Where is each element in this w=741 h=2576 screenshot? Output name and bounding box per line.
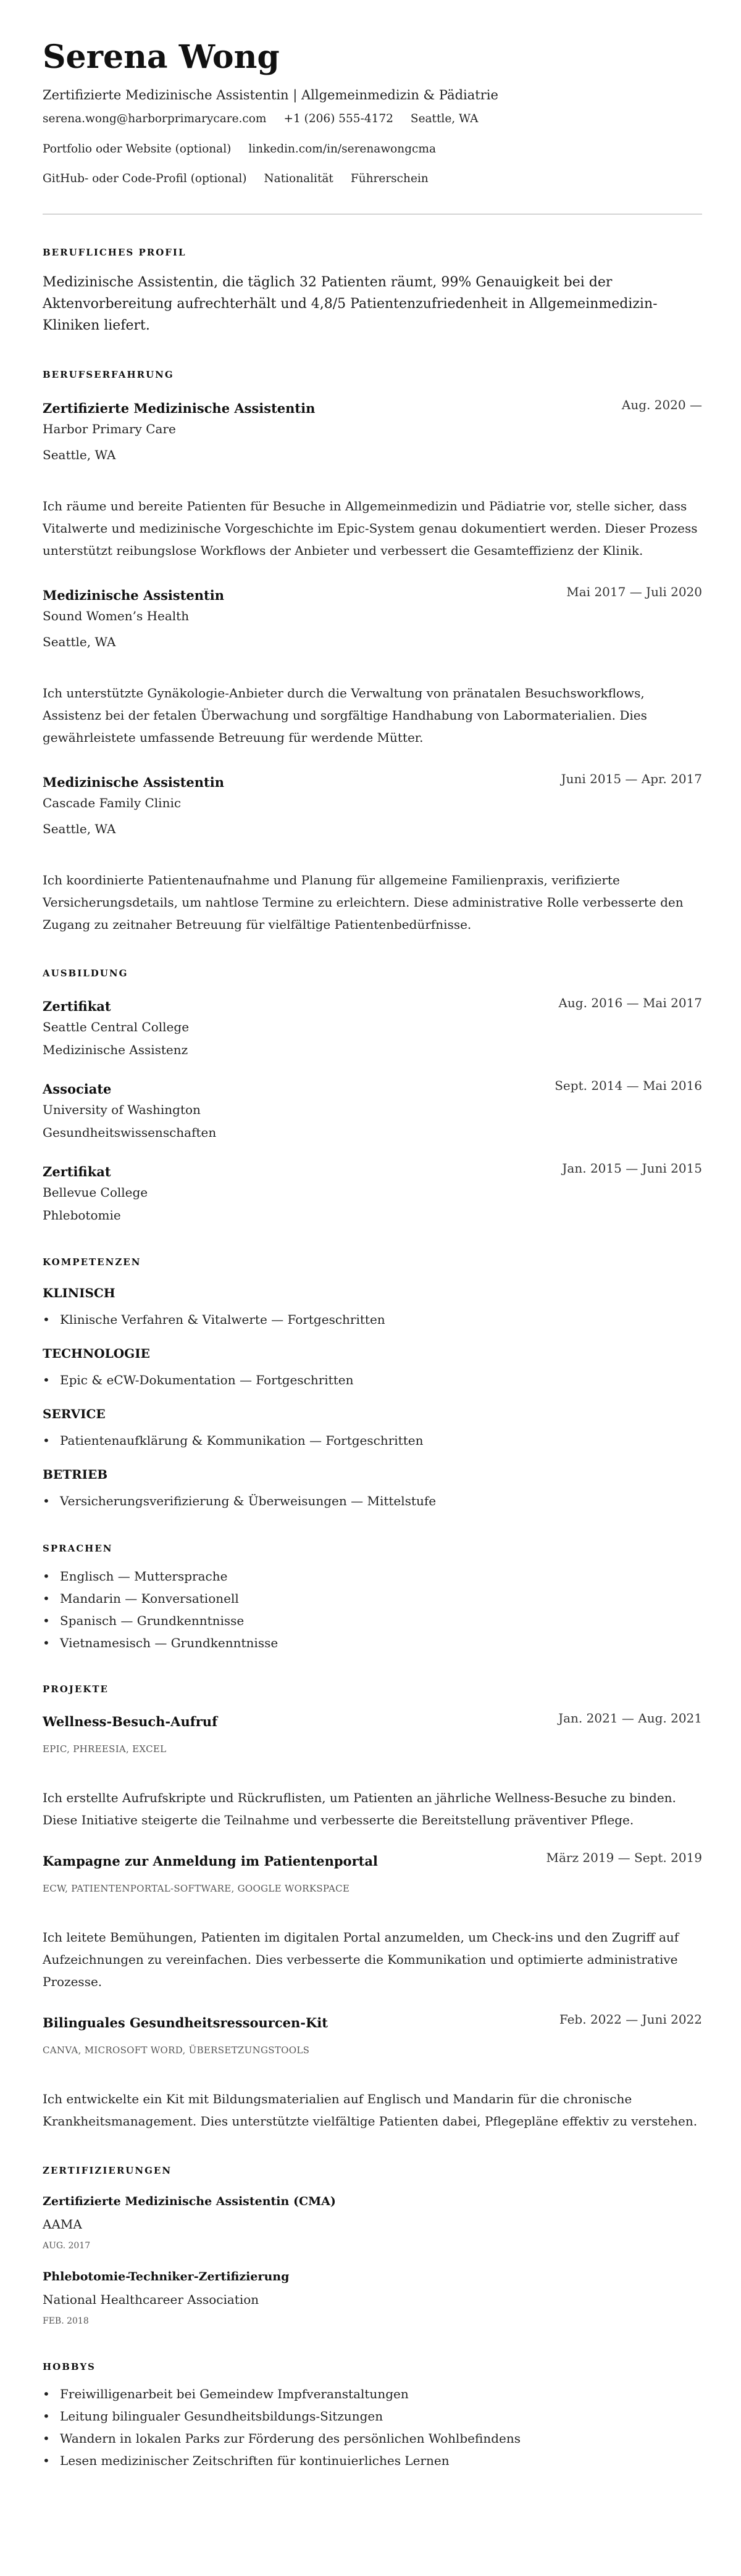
contact-license: Führerschein: [350, 172, 429, 185]
skill-item: • Versicherungsverifizierung & Überweisungen — Mittelstufe: [43, 1490, 702, 1512]
skill-list: [43, 1490, 702, 1512]
contact-phone[interactable]: +1 (206) 555-4172: [283, 112, 393, 125]
skill-item: • Klinische Verfahren & Vitalwerte — Fortgeschritten: [43, 1308, 702, 1331]
project-entry: [43, 1710, 702, 1831]
entry-title: Associate: [43, 1081, 112, 1097]
contact-nationality: Nationalität: [264, 172, 333, 185]
section-heading: SPRACHEN: [43, 1542, 113, 1554]
entry-date: März 2019 — Sept. 2019: [546, 1850, 702, 1865]
contact-portfolio[interactable]: Portfolio oder Website (optional): [43, 142, 232, 156]
entry-header: [43, 1852, 702, 1871]
section-heading: KOMPETENZEN: [43, 1256, 141, 1268]
profile-summary: Medizinische Assistentin, die täglich 32 Patienten räumt, 99% Genauigkeit bei der Aktenvorbereitung aufrechterhält und 4,8/5 Patientenzufriedenheit in Allgemeinmedizin-Kliniken liefert.: [43, 274, 658, 333]
hobby-item: • Leitung bilingualer Gesundheitsbildungs-Sitzungen: [43, 2405, 702, 2427]
experience-section: [43, 368, 702, 936]
job-location: Seattle, WA: [43, 821, 116, 836]
entry-title: Kampagne zur Anmeldung im Patientenportal: [43, 1853, 378, 1869]
entry-header: [43, 586, 702, 605]
certification-title: Zertifizierte Medizinische Assistentin (CMA): [43, 2194, 336, 2208]
entry-title: Zertifikat: [43, 998, 111, 1014]
skill-category: KLINISCH: [43, 1285, 115, 1300]
entry-header: [43, 997, 702, 1016]
school-name: Bellevue College: [43, 1184, 148, 1200]
resume-header: [43, 39, 702, 194]
skill-group: [43, 1345, 702, 1391]
skill-list: [43, 1308, 702, 1331]
header-divider: [43, 214, 702, 215]
project-description: Ich entwickelte ein Kit mit Bildungsmaterialien auf Englisch und Mandarin für die chronische Krankheitsmanagement. Dies unterstützte vielfältige Patienten dabei, Pflegepläne effektiv zu verstehen.: [43, 2091, 698, 2129]
certification-entry: [43, 2193, 702, 2253]
entry-header: [43, 1080, 702, 1099]
entry-date: Feb. 2022 — Juni 2022: [559, 2011, 702, 2027]
entry-date: Juni 2015 — Apr. 2017: [561, 771, 702, 786]
contact-row: [43, 104, 702, 135]
language-item: • Vietnamesisch — Grundkenntnisse: [43, 1632, 702, 1654]
company-name: Sound Women’s Health: [43, 608, 190, 623]
company-name: Harbor Primary Care: [43, 421, 176, 436]
project-tools: ECW, PATIENTENPORTAL-SOFTWARE, GOOGLE WORKSPACE: [43, 1882, 350, 1894]
skill-group: [43, 1466, 702, 1512]
skill-category: TECHNOLOGIE: [43, 1345, 150, 1361]
entry-date: Jan. 2015 — Juni 2015: [562, 1160, 702, 1176]
job-description: Ich räume und bereite Patienten für Besuche in Allgemeinmedizin und Pädiatrie vor, stelle sicher, dass Vitalwerte und medizinische Vorgeschichte im Epic-System genau dokumentiert werden. Dieser Prozess unterstützt reibungslose Workflows der Anbieter und verbessert die Gesamteffizienz der Klinik.: [43, 498, 698, 558]
project-entry: [43, 2011, 702, 2132]
certification-issuer: AAMA: [43, 2216, 82, 2232]
skill-item: • Epic & eCW-Dokumentation — Fortgeschritten: [43, 1369, 702, 1391]
experience-entry: [43, 586, 702, 749]
candidate-name: Serena Wong: [43, 38, 280, 76]
entry-title: Zertifizierte Medizinische Assistentin: [43, 400, 316, 416]
entry-title: Medizinische Assistentin: [43, 774, 224, 790]
section-heading: HOBBYS: [43, 2361, 96, 2372]
experience-entry: [43, 399, 702, 562]
field-of-study: Medizinische Assistenz: [43, 1042, 188, 1057]
hobby-item: • Lesen medizinischer Zeitschriften für kontinuierliches Lernen: [43, 2449, 702, 2472]
entry-title: Wellness-Besuch-Aufruf: [43, 1713, 218, 1729]
certification-date: FEB. 2018: [43, 2316, 89, 2326]
certification-issuer: National Healthcareer Association: [43, 2291, 259, 2307]
school-name: University of Washington: [43, 1102, 201, 1117]
job-description: Ich unterstützte Gynäkologie-Anbieter durch die Verwaltung von pränatalen Besuchsworkflows, Assistenz bei der fetalen Überwachung und sorgfältige Handhabung von Labormaterialien. Dies gewährleistete umfassende Betreuung für werdende Mütter.: [43, 685, 647, 745]
hobbies-section: [43, 2361, 702, 2472]
section-heading: BERUFSERFAHRUNG: [43, 368, 174, 380]
certification-title: Phlebotomie-Techniker-Zertifizierung: [43, 2269, 290, 2283]
experience-entry: [43, 773, 702, 936]
section-heading: AUSBILDUNG: [43, 967, 128, 979]
job-location: Seattle, WA: [43, 634, 116, 649]
skills-section: [43, 1256, 702, 1512]
project-description: Ich leitete Bemühungen, Patienten im digitalen Portal anzumelden, um Check-ins und den Zugriff auf Aufzeichnungen zu vereinfachen. Dies verbesserte die Kommunikation und optimierte administrative Prozesse.: [43, 1929, 679, 1989]
certification-date: AUG. 2017: [43, 2240, 91, 2251]
entry-date: Aug. 2016 — Mai 2017: [558, 995, 702, 1010]
entry-header: [43, 773, 702, 792]
entry-date: Mai 2017 — Juli 2020: [566, 584, 702, 599]
profile-section: [43, 246, 702, 336]
education-entry: [43, 1080, 702, 1144]
contact-location: Seattle, WA: [410, 112, 479, 125]
project-tools: EPIC, PHREESIA, EXCEL: [43, 1743, 167, 1755]
candidate-headline: Zertifizierte Medizinische Assistentin | Allgemeinmedizin & Pädiatrie: [43, 88, 498, 102]
job-location: Seattle, WA: [43, 447, 116, 462]
project-description: Ich erstellte Aufrufskripte und Rückruflisten, um Patienten an jährliche Wellness-Besuche zu binden. Diese Initiative steigerte die Teilnahme und verbesserte die Bereitstellung präventiver Pflege.: [43, 1790, 676, 1827]
skill-item: • Patientenaufklärung & Kommunikation — Fortgeschritten: [43, 1429, 702, 1452]
language-item: • Mandarin — Konversationell: [43, 1587, 702, 1610]
skill-list: [43, 1429, 702, 1452]
section-heading: BERUFLICHES PROFIL: [43, 246, 186, 258]
entry-date: Jan. 2021 — Aug. 2021: [558, 1710, 702, 1726]
entry-title: Bilinguales Gesundheitsressourcen-Kit: [43, 2014, 328, 2030]
entry-date: Sept. 2014 — Mai 2016: [555, 1078, 702, 1093]
field-of-study: Phlebotomie: [43, 1207, 121, 1223]
skill-group: [43, 1284, 702, 1331]
skill-category: SERVICE: [43, 1406, 106, 1421]
field-of-study: Gesundheitswissenschaften: [43, 1124, 217, 1140]
certification-entry: [43, 2268, 702, 2329]
education-entry: [43, 997, 702, 1061]
company-name: Cascade Family Clinic: [43, 795, 182, 810]
entry-date: Aug. 2020 —: [621, 397, 702, 412]
language-item: • Englisch — Muttersprache: [43, 1565, 702, 1587]
education-section: [43, 967, 702, 1226]
entry-header: [43, 1710, 702, 1731]
entry-title: Medizinische Assistentin: [43, 587, 224, 603]
skill-list: [43, 1369, 702, 1391]
entry-header: [43, 1160, 702, 1181]
language-item: • Spanisch — Grundkenntnisse: [43, 1610, 702, 1632]
skill-group: [43, 1405, 702, 1452]
contact-email[interactable]: serena.wong@harborprimarycare.com: [43, 112, 267, 125]
entry-header: [43, 2011, 702, 2032]
skill-category: BETRIEB: [43, 1466, 108, 1482]
projects-section: [43, 1683, 702, 2132]
job-description: Ich koordinierte Patientenaufnahme und Planung für allgemeine Familienpraxis, verifizierte Versicherungsdetails, um nahtlose Termine zu erleichtern. Diese administrative Rolle verbesserte den Zugang zu zeitnaher Betreuung für vielfältige Patientenbedürfnisse.: [43, 872, 684, 932]
certifications-section: [43, 2164, 702, 2329]
project-tools: CANVA, MICROSOFT WORD, ÜBERSETZUNGSTOOLS: [43, 2044, 310, 2056]
school-name: Seattle Central College: [43, 1019, 190, 1034]
entry-title: Zertifikat: [43, 1163, 111, 1179]
section-heading: PROJEKTE: [43, 1683, 109, 1695]
entry-header: [43, 399, 702, 418]
education-entry: [43, 1160, 702, 1226]
section-heading: ZERTIFIZIERUNGEN: [43, 2164, 172, 2176]
languages-section: [43, 1542, 702, 1654]
contact-row: [43, 135, 702, 165]
hobby-item: • Wandern in lokalen Parks zur Förderung des persönlichen Wohlbefindens: [43, 2427, 702, 2449]
project-entry: [43, 1852, 702, 1993]
contact-linkedin[interactable]: linkedin.com/in/serenawongcma: [248, 142, 436, 156]
contact-row: [43, 164, 702, 194]
contact-github[interactable]: GitHub- oder Code-Profil (optional): [43, 172, 247, 185]
hobby-item: • Freiwilligenarbeit bei Gemeindew Impfveranstaltungen: [43, 2383, 702, 2405]
